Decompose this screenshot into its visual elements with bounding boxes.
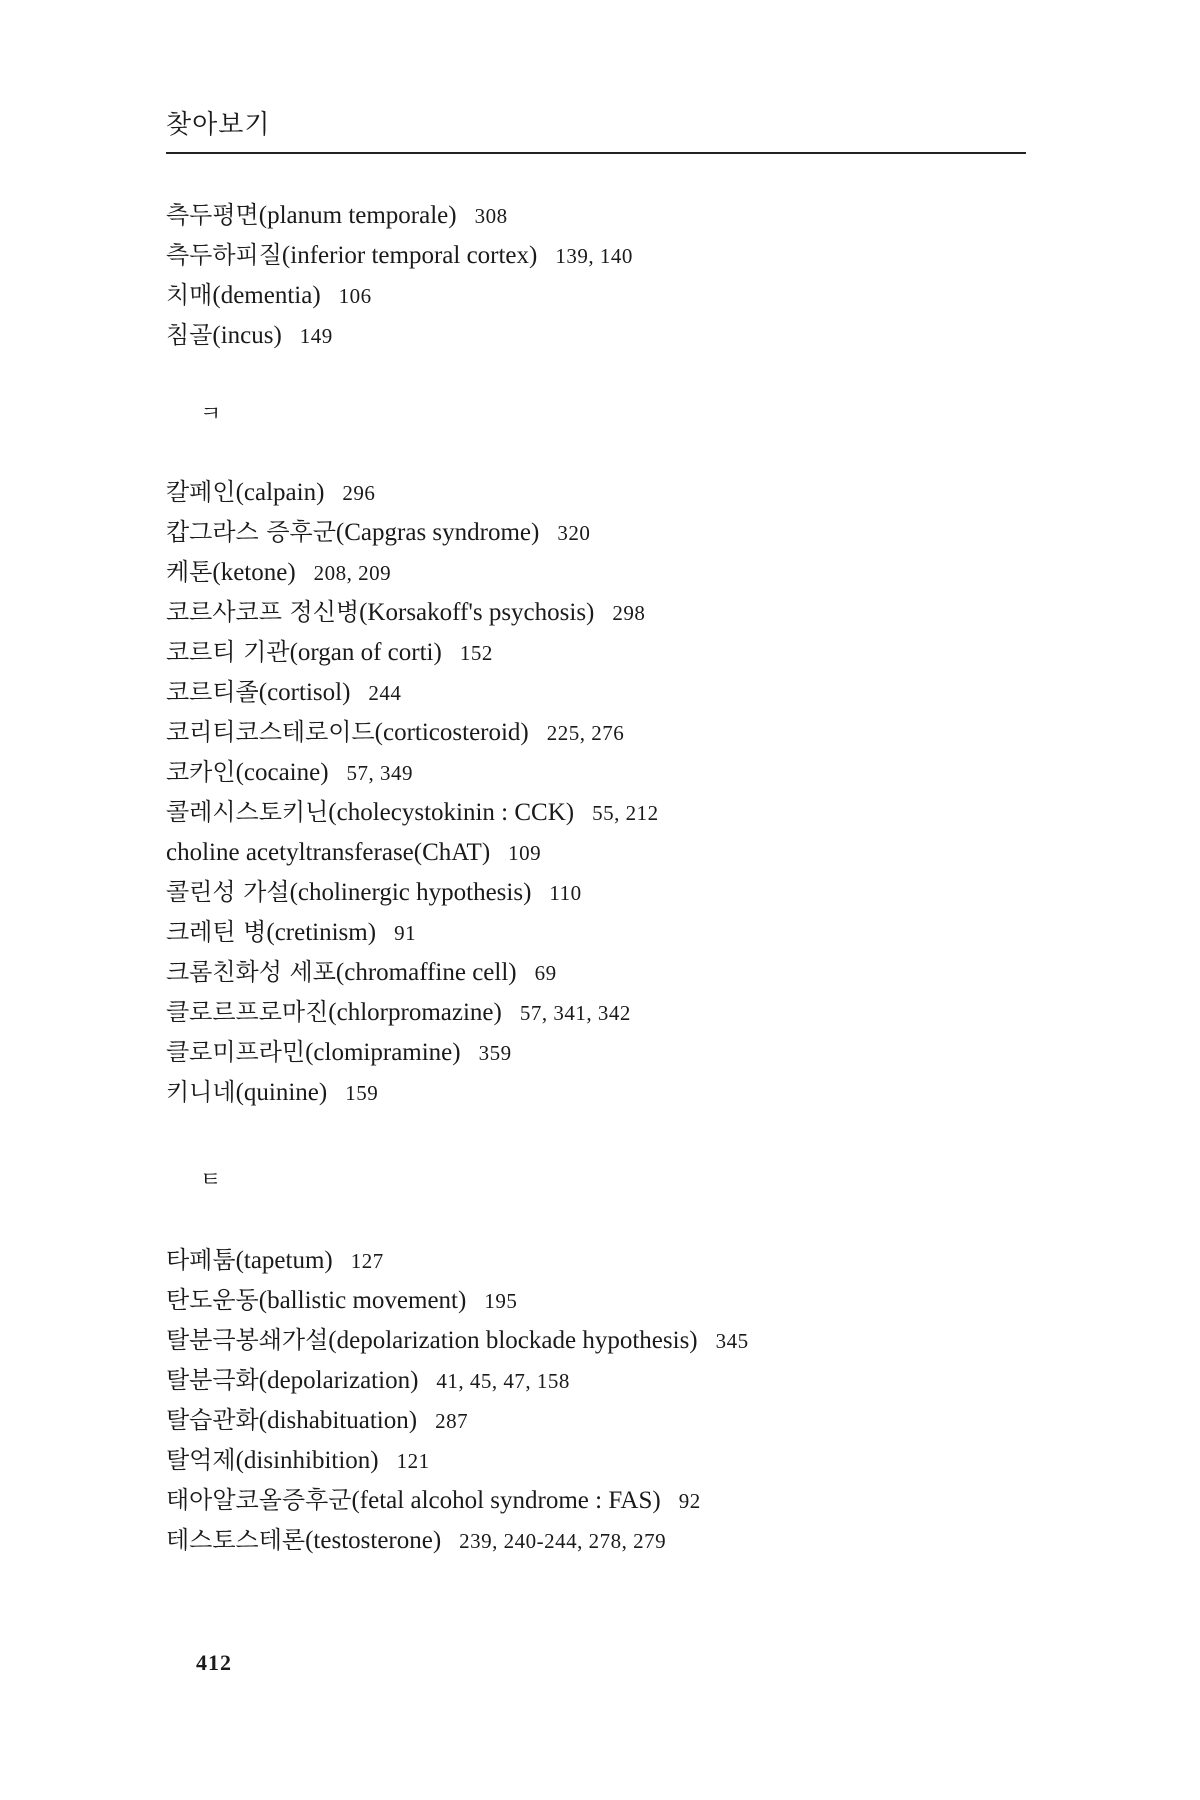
entry-pages: 139, 140 (555, 244, 633, 268)
page-header-title: 찾아보기 (166, 110, 271, 140)
entry-english: (fetal alcohol syndrome : FAS) (351, 1487, 661, 1514)
index-entry (166, 832, 659, 872)
entry-term: 측두하피질 (166, 241, 282, 269)
index-entry (166, 315, 633, 355)
index-entry (166, 1280, 749, 1320)
entry-english: (inferior temporal cortex) (281, 242, 538, 269)
entry-term: 코카인 (166, 758, 236, 786)
entry-pages: 244 (368, 681, 402, 705)
index-entry (166, 1072, 659, 1112)
entry-english: (Korsakoff's psychosis) (359, 599, 595, 626)
entry-pages: 308 (474, 204, 508, 228)
index-entry (166, 592, 659, 632)
entry-term: 크레틴 병 (166, 918, 267, 946)
index-entry (166, 1480, 749, 1520)
entry-pages: 92 (678, 1489, 701, 1513)
entry-english: (cholinergic hypothesis) (289, 879, 532, 906)
index-entry (166, 1240, 749, 1280)
entry-term: 크롬친화성 세포 (166, 958, 336, 986)
entry-english: (testosterone) (305, 1527, 442, 1554)
entry-pages: 296 (342, 481, 376, 505)
entry-english: (depolarization) (258, 1367, 419, 1394)
entry-term: 측두평면 (166, 201, 259, 229)
entry-english: (cretinism) (266, 919, 377, 946)
entry-english: (organ of corti) (289, 639, 442, 666)
entry-pages: 152 (459, 641, 493, 665)
entry-term: 탈습관화 (166, 1406, 259, 1434)
entry-english: (Capgras syndrome) (335, 519, 540, 546)
entry-term: 태아알코올증후군 (166, 1486, 352, 1514)
entry-pages: 57, 349 (346, 761, 414, 785)
entry-term: 캅그라스 증후군 (166, 518, 336, 546)
entry-term: 키니네 (166, 1078, 236, 1106)
index-entry (166, 552, 659, 592)
index-entry (166, 712, 659, 752)
index-entry (166, 1320, 749, 1360)
entry-term: 치매 (166, 281, 213, 309)
entry-term: 콜레시스토키닌 (166, 798, 329, 826)
entry-term: 탈억제 (166, 1446, 236, 1474)
index-entry (166, 672, 659, 712)
index-entry (166, 275, 633, 315)
entry-english: choline acetyltransferase(ChAT) (166, 839, 491, 866)
entry-english: (tapetum) (235, 1247, 333, 1274)
index-entry (166, 912, 659, 952)
entry-term: 콜린성 가설 (166, 878, 290, 906)
index-group-1 (166, 195, 633, 355)
entry-english: (cortisol) (258, 679, 351, 706)
entry-pages: 345 (715, 1329, 749, 1353)
entry-english: (ballistic movement) (258, 1287, 467, 1314)
entry-pages: 41, 45, 47, 158 (436, 1369, 570, 1393)
entry-pages: 109 (508, 841, 542, 865)
page-number: 412 (196, 1650, 232, 1675)
entry-pages: 359 (478, 1041, 512, 1065)
entry-english: (cocaine) (235, 759, 329, 786)
entry-english: (disinhibition) (235, 1447, 379, 1474)
entry-pages: 127 (350, 1249, 384, 1273)
entry-pages: 195 (484, 1289, 518, 1313)
entry-pages: 225, 276 (546, 721, 625, 745)
entry-pages: 208, 209 (313, 561, 392, 585)
entry-english: (clomipramine) (305, 1039, 461, 1066)
entry-english: (calpain) (235, 479, 325, 506)
entry-pages: 69 (534, 961, 557, 985)
section-heading-t: ㅌ (200, 1168, 222, 1193)
entry-term: 클로르프로마진 (166, 998, 329, 1026)
entry-pages: 287 (435, 1409, 469, 1433)
page-header (166, 108, 1026, 154)
entry-pages: 149 (299, 324, 333, 348)
entry-term: 클로미프라민 (166, 1038, 306, 1066)
index-entry (166, 1032, 659, 1072)
index-entry (166, 992, 659, 1032)
entry-pages: 91 (394, 921, 417, 945)
entry-english: (planum temporale) (258, 202, 457, 229)
index-entry (166, 235, 633, 275)
entry-term: 테스토스테론 (166, 1526, 306, 1554)
index-entry (166, 872, 659, 912)
entry-term: 탄도운동 (166, 1286, 259, 1314)
index-entry (166, 512, 659, 552)
index-group-2 (166, 472, 659, 1112)
entry-english: (incus) (212, 322, 282, 349)
section-heading-k: ㅋ (200, 402, 222, 427)
entry-pages: 298 (612, 601, 646, 625)
index-entry (166, 1360, 749, 1400)
index-entry (166, 1440, 749, 1480)
index-entry (166, 195, 633, 235)
entry-pages: 106 (338, 284, 372, 308)
index-entry (166, 1400, 749, 1440)
entry-pages: 55, 212 (592, 801, 659, 825)
entry-term: 침골 (166, 321, 213, 349)
index-entry (166, 472, 659, 512)
entry-english: (dishabituation) (258, 1407, 418, 1434)
entry-term: 탈분극화 (166, 1366, 259, 1394)
index-entry (166, 752, 659, 792)
entry-english: (depolarization blockade hypothesis) (328, 1327, 698, 1354)
entry-term: 케톤 (166, 558, 213, 586)
entry-pages: 159 (345, 1081, 379, 1105)
entry-term: 탈분극봉쇄가설 (166, 1326, 329, 1354)
entry-pages: 57, 341, 342 (519, 1001, 631, 1025)
entry-term: 코리티코스테로이드 (166, 718, 375, 746)
index-group-3 (166, 1240, 749, 1560)
entry-term: 타페툼 (166, 1246, 236, 1274)
entry-term: 칼페인 (166, 478, 236, 506)
entry-english: (chromaffine cell) (335, 959, 517, 986)
entry-pages: 110 (549, 881, 582, 905)
entry-term: 코르사코프 정신병 (166, 598, 360, 626)
entry-english: (dementia) (212, 282, 321, 309)
entry-english: (chlorpromazine) (328, 999, 502, 1026)
index-entry (166, 632, 659, 672)
entry-english: (quinine) (235, 1079, 328, 1106)
entry-english: (cholecystokinin : CCK) (328, 799, 575, 826)
entry-english: (ketone) (212, 559, 296, 586)
entry-pages: 320 (557, 521, 591, 545)
entry-pages: 239, 240-244, 278, 279 (459, 1529, 667, 1553)
index-entry (166, 792, 659, 832)
entry-pages: 121 (396, 1449, 430, 1473)
index-entry (166, 952, 659, 992)
entry-english: (corticosteroid) (374, 719, 529, 746)
index-entry (166, 1520, 749, 1560)
entry-term: 코르티 기관 (166, 638, 290, 666)
entry-term: 코르티졸 (166, 678, 259, 706)
